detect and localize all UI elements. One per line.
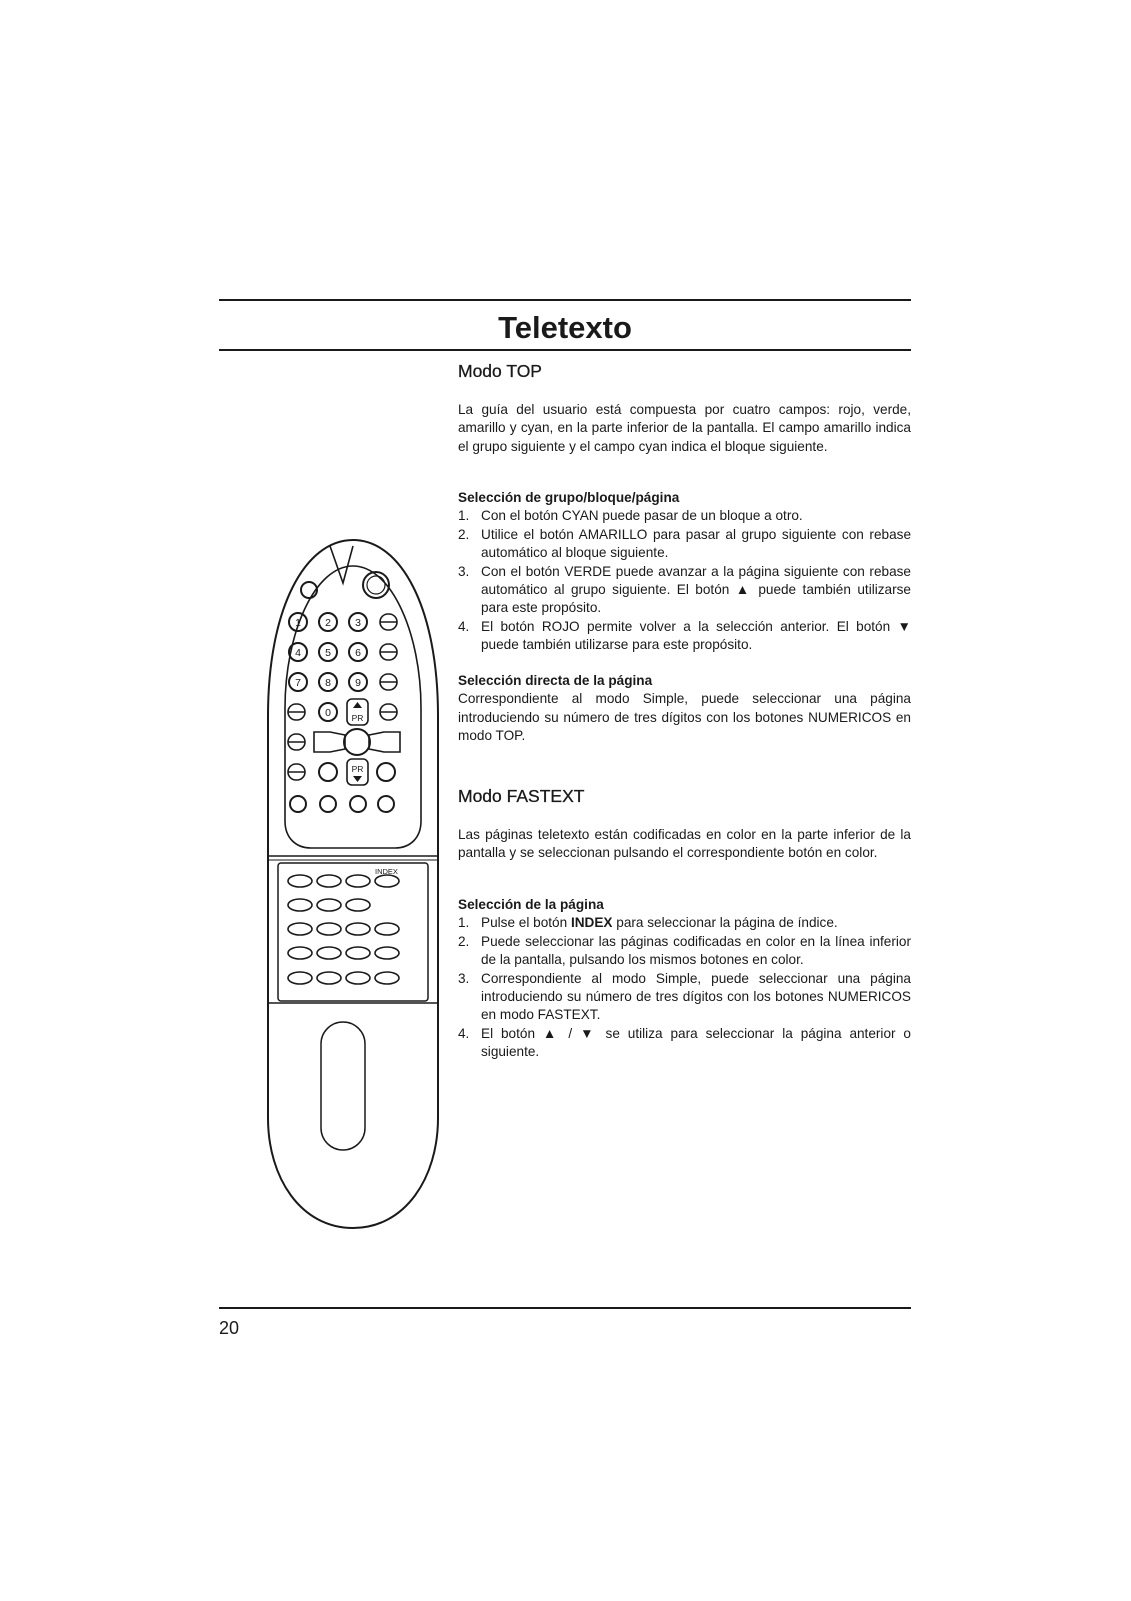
list-item: 4. El botón ROJO permite volver a la selección anterior. El botón ▼ puede también utilizarse para este propósito. [458, 618, 911, 653]
nav-left-button [314, 732, 345, 752]
remote-control-illustration [265, 538, 441, 1238]
seleccion-grupo-section [458, 489, 911, 655]
remote-battery-window [321, 1022, 365, 1150]
svg-text:8: 8 [325, 677, 331, 689]
seleccion-pagina-list [458, 914, 911, 1061]
svg-text:PR: PR [351, 764, 364, 774]
list-item: 4. El botón ▲ / ▼ se utiliza para seleccionar la página anterior o siguiente. [458, 1025, 911, 1060]
title-rule [219, 349, 911, 351]
list-item: 1. Pulse el botón INDEX para seleccionar la página de índice. [458, 915, 838, 931]
nav-right-button [369, 732, 400, 752]
index-label: INDEX [375, 867, 398, 876]
svg-text:0: 0 [325, 707, 331, 719]
svg-text:5: 5 [325, 647, 331, 659]
svg-text:3: 3 [355, 617, 361, 629]
seleccion-pagina-heading: Selección de la página [458, 897, 604, 912]
remote-teletext-panel [278, 863, 428, 1001]
seleccion-directa-heading: Selección directa de la página [458, 673, 653, 688]
list-item: 2. Utilice el botón AMARILLO para pasar al grupo siguiente con rebase automático al bloque siguiente. [458, 526, 911, 561]
seleccion-grupo-heading: Selección de grupo/bloque/página [458, 490, 680, 505]
svg-text:6: 6 [355, 647, 361, 659]
seleccion-directa-text: Correspondiente al modo Simple, puede seleccionar una página introduciendo su número de tres dígitos con los botones NUMERICOS en modo TOP. [458, 691, 911, 744]
teletext-buttons [288, 875, 399, 984]
list-item: 3. Con el botón VERDE puede avanzar a la página siguiente con rebase automático al grupo siguiente. El botón ▲ puede también utilizarse para este propósito. [458, 563, 911, 616]
seleccion-grupo-list [458, 507, 911, 654]
top-rule [219, 299, 911, 301]
seleccion-pagina-section [458, 896, 911, 1062]
bottom-rule [219, 1307, 911, 1309]
modo-fastext-intro-text: Las páginas teletexto están codificadas en color en la parte inferior de la pantalla y se seleccionan pulsando el correspondiente botón en color. [458, 827, 911, 861]
modo-fastext-intro [458, 826, 911, 863]
list-item: 1. Con el botón CYAN puede pasar de un bloque a otro. [458, 508, 803, 524]
modo-top-heading: Modo TOP [458, 361, 542, 381]
modo-top-intro [458, 401, 911, 456]
modo-top-section [458, 360, 911, 382]
svg-text:2: 2 [325, 617, 331, 629]
modo-top-intro-text: La guía del usuario está compuesta por cuatro campos: rojo, verde, amarillo y cyan, en la parte inferior de la pantalla. El campo amarillo indica el grupo siguiente y el campo cyan indica el bloque siguiente. [458, 402, 911, 454]
nav-ok-button [344, 729, 370, 755]
down-triangle-icon [353, 776, 362, 782]
list-item: 2. Puede seleccionar las páginas codificadas en color en la línea inferior de la pantalla, pulsando los mismos botones en color. [458, 933, 911, 968]
up-triangle-icon [353, 702, 362, 708]
svg-text:1: 1 [295, 617, 301, 629]
svg-text:7: 7 [295, 677, 301, 689]
page-title: Teletexto [498, 310, 632, 345]
remote-top-notch [330, 546, 353, 583]
svg-text:PR: PR [351, 713, 364, 723]
svg-text:4: 4 [295, 647, 301, 659]
svg-text:9: 9 [355, 677, 361, 689]
seleccion-directa-section [458, 672, 911, 746]
page-number: 20 [219, 1318, 240, 1338]
list-item: 3. Correspondiente al modo Simple, puede seleccionar una página introduciendo su número de tres dígitos con los botones NUMERICOS en modo FASTEXT. [458, 970, 911, 1023]
modo-fastext-section [458, 785, 911, 807]
modo-fastext-heading: Modo FASTEXT [458, 786, 585, 806]
